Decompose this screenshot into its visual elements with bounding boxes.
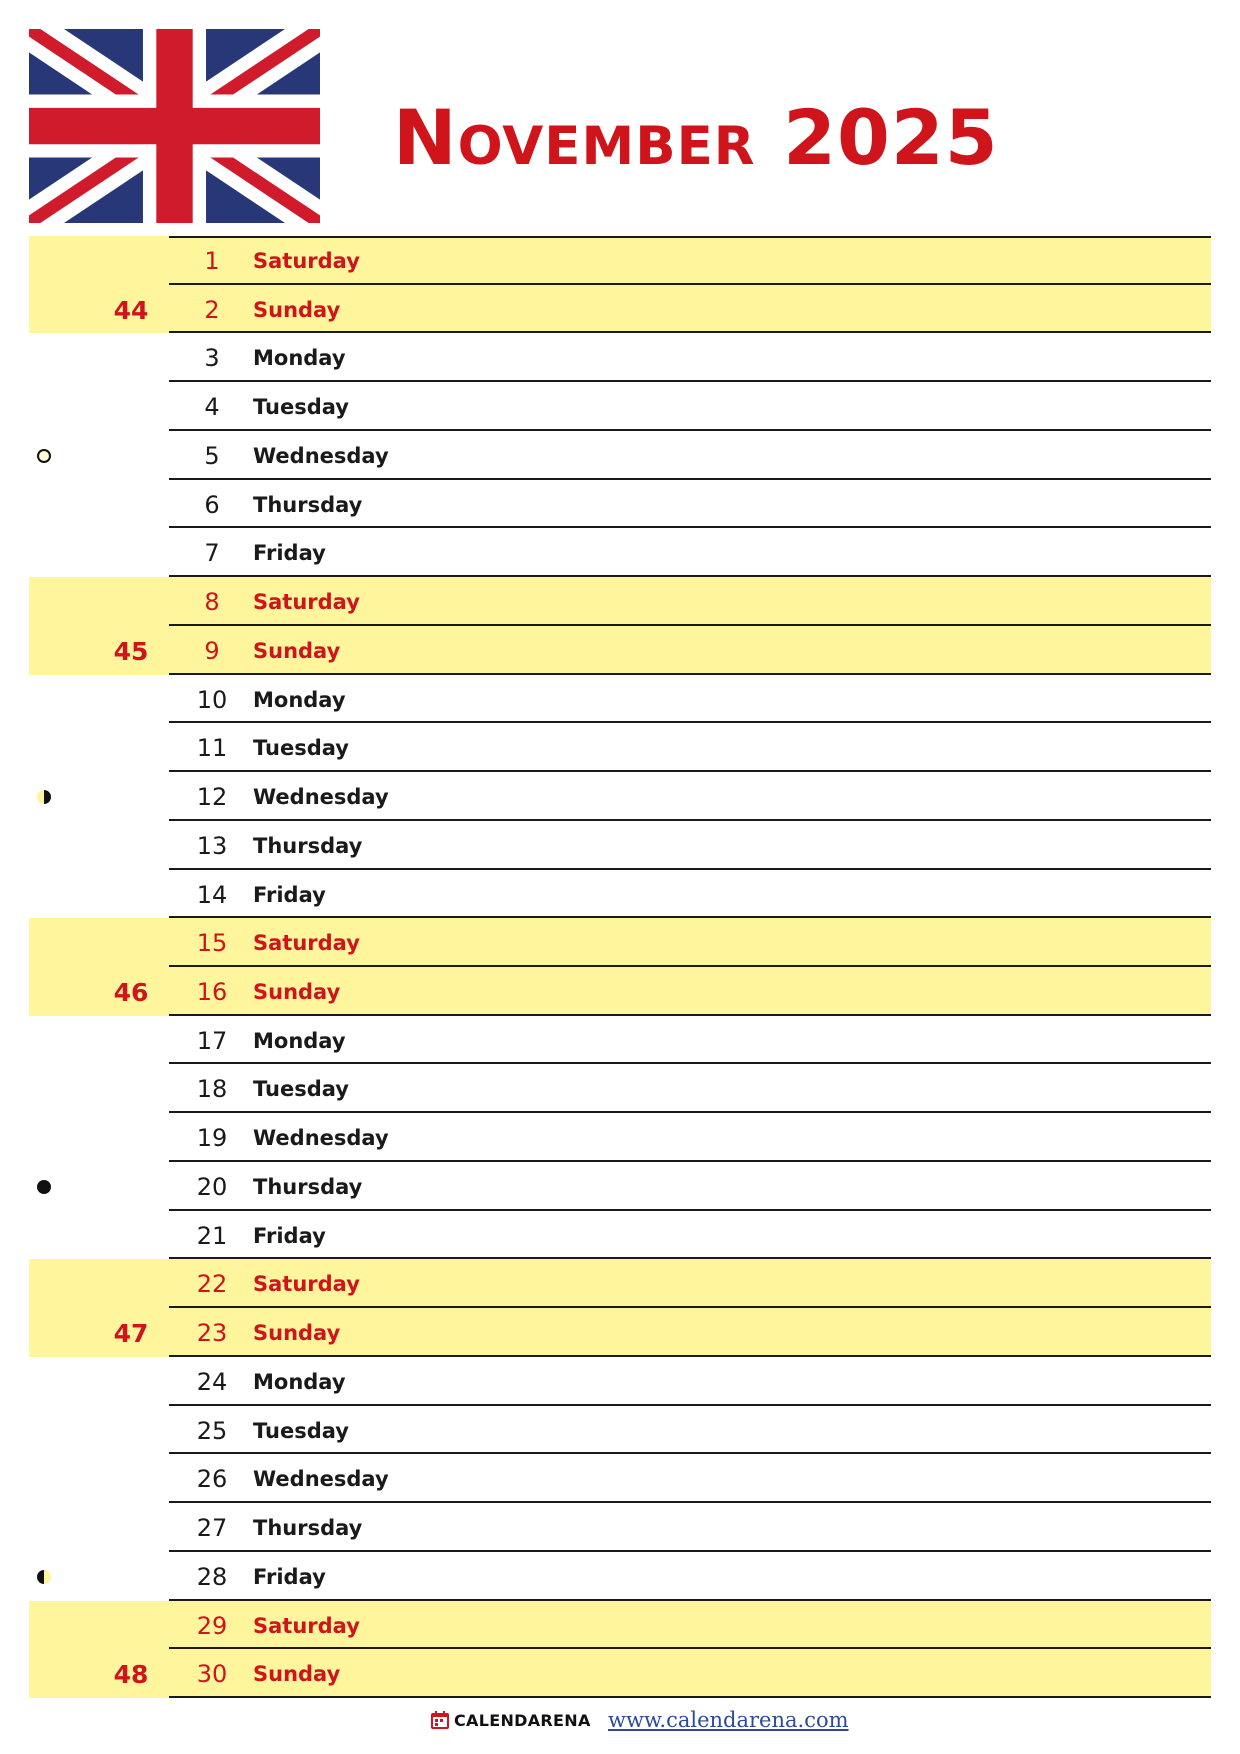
day-name: Sunday <box>253 638 341 663</box>
day-row <box>29 1357 1211 1406</box>
day-row <box>29 772 1211 821</box>
day-row <box>29 1259 1211 1308</box>
day-number: 25 <box>196 1416 228 1445</box>
day-row <box>29 1649 1211 1698</box>
union-jack-flag <box>29 29 320 223</box>
first-quarter-icon <box>36 1569 52 1585</box>
day-name: Sunday <box>253 1321 341 1346</box>
day-number: 2 <box>204 295 220 324</box>
day-row <box>29 1503 1211 1552</box>
day-number: 15 <box>196 929 228 958</box>
day-name: Wednesday <box>253 1126 389 1151</box>
day-row <box>29 723 1211 772</box>
day-name: Thursday <box>253 1516 363 1541</box>
day-row <box>29 1016 1211 1065</box>
day-row <box>29 577 1211 626</box>
day-name: Monday <box>253 687 346 712</box>
day-number: 8 <box>204 588 220 617</box>
day-name: Wednesday <box>253 785 389 810</box>
day-name: Sunday <box>253 1662 341 1687</box>
day-number: 23 <box>196 1319 228 1348</box>
week-number: 45 <box>113 636 149 666</box>
week-number: 44 <box>113 295 149 325</box>
day-name: Monday <box>253 1028 346 1053</box>
day-name: Wednesday <box>253 443 389 468</box>
day-number: 20 <box>196 1172 228 1201</box>
day-name: Tuesday <box>253 736 349 761</box>
day-number: 19 <box>196 1124 228 1153</box>
day-name: Friday <box>253 1564 326 1589</box>
day-name: Thursday <box>253 833 363 858</box>
day-number: 14 <box>196 880 228 909</box>
day-number: 3 <box>204 344 220 373</box>
website-link[interactable]: www.calendarena.com <box>608 1708 849 1732</box>
week-number: 47 <box>113 1319 149 1349</box>
day-number: 27 <box>196 1514 228 1543</box>
day-row <box>29 870 1211 919</box>
day-row <box>29 918 1211 967</box>
day-name: Tuesday <box>253 395 349 420</box>
day-name: Tuesday <box>253 1077 349 1102</box>
day-name: Saturday <box>253 1272 360 1297</box>
day-number: 22 <box>196 1270 228 1299</box>
day-number: 9 <box>204 636 220 665</box>
day-number: 21 <box>196 1221 228 1250</box>
day-row <box>29 675 1211 724</box>
calendar-list <box>29 236 1211 1698</box>
day-row <box>29 333 1211 382</box>
day-number: 12 <box>196 783 228 812</box>
day-number: 1 <box>204 247 220 275</box>
last-quarter-icon <box>36 789 52 805</box>
day-row <box>29 431 1211 480</box>
day-row <box>29 1162 1211 1211</box>
day-number: 7 <box>204 539 220 568</box>
day-row <box>29 1552 1211 1601</box>
day-row <box>29 1406 1211 1455</box>
day-number: 5 <box>204 441 220 470</box>
day-number: 13 <box>196 831 228 860</box>
day-name: Friday <box>253 1223 326 1248</box>
day-number: 4 <box>204 393 220 422</box>
day-row <box>29 236 1211 285</box>
day-number: 16 <box>196 978 228 1006</box>
day-row <box>29 626 1211 675</box>
week-number: 46 <box>113 978 149 1007</box>
day-number: 18 <box>196 1075 228 1104</box>
day-name: Saturday <box>253 249 360 273</box>
calendar-icon <box>430 1710 450 1730</box>
day-name: Sunday <box>253 980 341 1004</box>
day-row <box>29 1211 1211 1260</box>
day-row <box>29 821 1211 870</box>
day-row <box>29 480 1211 529</box>
full-moon-icon <box>36 448 52 464</box>
day-name: Wednesday <box>253 1467 389 1492</box>
row-divider <box>169 1696 1211 1698</box>
day-row <box>29 1113 1211 1162</box>
day-name: Thursday <box>253 1174 363 1199</box>
day-name: Friday <box>253 541 326 566</box>
day-number: 30 <box>196 1660 228 1689</box>
day-row <box>29 967 1211 1016</box>
day-name: Saturday <box>253 1613 360 1638</box>
day-row <box>29 1308 1211 1357</box>
day-name: Monday <box>253 346 346 371</box>
footer <box>0 1700 1240 1740</box>
day-row <box>29 1454 1211 1503</box>
day-number: 10 <box>196 685 228 714</box>
week-number: 48 <box>113 1660 149 1690</box>
day-name: Friday <box>253 882 326 907</box>
new-moon-icon <box>36 1179 52 1195</box>
brand-name: CALENDARENA <box>454 1710 591 1730</box>
day-number: 24 <box>196 1367 228 1396</box>
day-row <box>29 528 1211 577</box>
day-name: Saturday <box>253 590 360 615</box>
day-number: 11 <box>196 734 228 763</box>
day-row <box>29 382 1211 431</box>
day-row <box>29 1601 1211 1650</box>
day-row <box>29 285 1211 334</box>
day-number: 26 <box>196 1465 228 1494</box>
day-number: 6 <box>204 490 220 519</box>
day-number: 28 <box>196 1562 228 1591</box>
day-number: 29 <box>196 1611 228 1640</box>
day-name: Monday <box>253 1369 346 1394</box>
day-name: Saturday <box>253 931 360 956</box>
brand <box>430 1700 591 1740</box>
day-number: 17 <box>196 1026 228 1055</box>
day-name: Tuesday <box>253 1418 349 1443</box>
day-row <box>29 1064 1211 1113</box>
day-name: Thursday <box>253 492 363 517</box>
day-name: Sunday <box>253 297 341 322</box>
page-title: November 2025 <box>393 93 999 182</box>
